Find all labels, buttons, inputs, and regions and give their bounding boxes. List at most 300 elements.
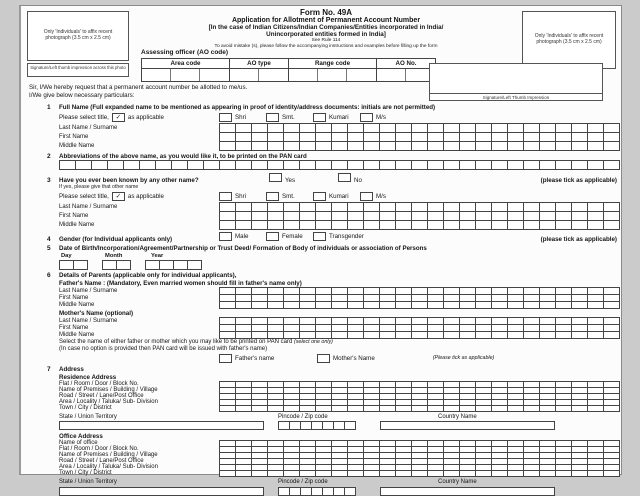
char-cell[interactable] — [59, 260, 74, 270]
char-cell[interactable] — [379, 160, 396, 170]
char-cell[interactable] — [347, 301, 364, 309]
char-cell[interactable] — [427, 141, 444, 151]
char-cell[interactable] — [587, 220, 604, 230]
char-cell[interactable] — [379, 470, 396, 477]
title-option-ms — [360, 113, 407, 122]
see-rule-text: See Rule 114 — [311, 38, 341, 43]
char-cell[interactable] — [459, 160, 476, 170]
char-cell[interactable] — [555, 405, 572, 412]
char-cell[interactable] — [459, 301, 476, 309]
char-cell[interactable] — [427, 331, 444, 339]
char-cell[interactable] — [200, 69, 229, 81]
office-state-inputs — [59, 487, 623, 496]
char-cell[interactable] — [491, 141, 508, 151]
char-cell[interactable] — [395, 405, 412, 412]
char-cell[interactable] — [427, 405, 444, 412]
char-cell[interactable] — [267, 470, 284, 477]
field-label: Flat / Room / Door / Block No. — [59, 446, 139, 453]
char-cell[interactable] — [523, 331, 540, 339]
gender-option-female — [266, 232, 313, 241]
char-cell[interactable] — [603, 141, 620, 151]
checkbox-yes[interactable] — [269, 173, 282, 182]
if-yes-note: If yes, please give that other name — [59, 184, 139, 190]
char-cell[interactable] — [251, 331, 268, 339]
char-cell[interactable] — [379, 220, 396, 230]
char-cell[interactable] — [267, 405, 284, 412]
char-cell[interactable] — [267, 160, 284, 170]
char-cell[interactable] — [59, 160, 76, 170]
checkbox-label: Smt. — [282, 113, 295, 121]
char-cell[interactable] — [347, 470, 364, 477]
char-cell[interactable] — [363, 301, 380, 309]
char-cell[interactable] — [395, 220, 412, 230]
office-country-input-box[interactable] — [380, 487, 555, 496]
title-tick-checkbox[interactable]: ✓ — [112, 192, 125, 201]
char-cell[interactable] — [219, 160, 236, 170]
char-cell[interactable] — [395, 160, 412, 170]
field-middle-name-1 — [59, 141, 623, 151]
form-title: Application for Allotment of Permanent Account Number — [231, 17, 421, 24]
section-number: 5 — [47, 245, 51, 252]
char-cell[interactable] — [411, 141, 428, 151]
select-title-lead — [59, 113, 219, 122]
char-cell[interactable] — [411, 405, 428, 412]
char-cell[interactable] — [523, 160, 540, 170]
signature-box[interactable] — [429, 63, 603, 101]
char-cell[interactable] — [173, 260, 188, 270]
section-number: 3 — [47, 177, 51, 184]
char-cell[interactable] — [443, 405, 460, 412]
checkbox-male[interactable] — [219, 232, 232, 241]
char-cell[interactable] — [123, 160, 140, 170]
office-state-input-box[interactable] — [59, 487, 264, 496]
title-option-smt — [266, 192, 313, 201]
char-cell[interactable] — [475, 220, 492, 230]
char-cell[interactable] — [363, 141, 380, 151]
char-cell[interactable] — [142, 69, 171, 81]
field-middle-name-3 — [59, 220, 623, 230]
section-2-abbreviation — [47, 153, 623, 160]
char-cell[interactable] — [587, 301, 604, 309]
char-cell[interactable] — [155, 160, 172, 170]
char-cell[interactable] — [235, 160, 252, 170]
checkbox-fathers-name[interactable] — [219, 354, 232, 363]
state-label: State / Union Territory — [59, 413, 117, 420]
char-cell[interactable] — [443, 141, 460, 151]
char-cell[interactable] — [187, 160, 204, 170]
char-cell[interactable] — [507, 141, 524, 151]
char-cell[interactable] — [187, 260, 202, 270]
title-tick-checkbox[interactable]: ✓ — [112, 113, 125, 122]
char-cell[interactable] — [587, 405, 604, 412]
char-cell[interactable] — [219, 470, 236, 477]
off-town-grid — [219, 470, 620, 477]
checkbox-no[interactable] — [338, 173, 351, 182]
char-cell[interactable] — [603, 301, 620, 309]
char-cell[interactable] — [251, 470, 268, 477]
section-title: Gender (for Individual applicants only) — [59, 236, 173, 243]
char-cell[interactable] — [267, 331, 284, 339]
char-cell[interactable] — [571, 220, 588, 230]
char-cell[interactable] — [347, 220, 364, 230]
char-cell[interactable] — [411, 301, 428, 309]
char-cell[interactable] — [299, 160, 316, 170]
char-cell[interactable] — [251, 160, 268, 170]
char-cell[interactable] — [347, 69, 376, 81]
char-cell[interactable] — [507, 405, 524, 412]
checkbox-smt[interactable] — [266, 192, 279, 201]
char-cell[interactable] — [363, 470, 380, 477]
char-cell[interactable] — [571, 160, 588, 170]
char-cell[interactable] — [347, 331, 364, 339]
char-cell[interactable] — [395, 331, 412, 339]
char-cell[interactable] — [539, 470, 556, 477]
char-cell[interactable] — [539, 141, 556, 151]
char-cell[interactable] — [107, 160, 124, 170]
intro-text — [29, 84, 247, 99]
char-cell[interactable] — [283, 470, 300, 477]
char-cell[interactable] — [491, 160, 508, 170]
title-option-kumari — [313, 192, 360, 201]
char-cell[interactable] — [219, 301, 236, 309]
char-cell[interactable] — [102, 260, 117, 270]
char-cell[interactable] — [75, 160, 92, 170]
char-cell[interactable] — [379, 405, 396, 412]
char-cell[interactable] — [475, 405, 492, 412]
char-cell[interactable] — [299, 405, 316, 412]
char-cell[interactable] — [331, 470, 348, 477]
checkbox-label: Shri — [235, 192, 247, 200]
char-cell[interactable] — [475, 141, 492, 151]
char-cell[interactable] — [203, 160, 220, 170]
char-cell[interactable] — [315, 470, 332, 477]
res-town-grid — [219, 405, 620, 412]
field-label: Area / Locality / Taluka/ Sub- Division — [59, 464, 158, 471]
checkbox-shri[interactable] — [219, 113, 232, 122]
char-cell[interactable] — [235, 405, 252, 412]
char-cell[interactable] — [475, 470, 492, 477]
field-label: Name of Premises / Building / Village — [59, 386, 158, 393]
char-cell[interactable] — [283, 160, 300, 170]
char-cell[interactable] — [523, 301, 540, 309]
char-cell[interactable] — [523, 405, 540, 412]
char-cell[interactable] — [475, 160, 492, 170]
checkbox-smt[interactable] — [266, 113, 279, 122]
char-cell[interactable] — [171, 160, 188, 170]
char-cell[interactable] — [251, 405, 268, 412]
char-cell[interactable] — [427, 301, 444, 309]
char-cell[interactable] — [459, 331, 476, 339]
char-cell[interactable] — [299, 470, 316, 477]
ao-col-header: AO type — [230, 59, 288, 69]
char-cell[interactable] — [235, 301, 252, 309]
title-option-smt — [266, 113, 313, 122]
as-applicable-label: as applicable — [127, 113, 164, 121]
char-cell[interactable] — [555, 470, 572, 477]
char-cell[interactable] — [491, 301, 508, 309]
char-cell[interactable] — [363, 220, 380, 230]
char-cell[interactable] — [289, 69, 318, 81]
char-cell[interactable] — [587, 141, 604, 151]
char-cell[interactable] — [219, 141, 236, 151]
year-label: Year — [151, 253, 164, 259]
char-cell[interactable] — [159, 260, 174, 270]
char-cell[interactable] — [116, 260, 131, 270]
char-cell[interactable] — [459, 220, 476, 230]
char-cell[interactable] — [315, 220, 332, 230]
res-state-input-box[interactable] — [59, 421, 264, 430]
as-applicable-label: as applicable — [127, 192, 164, 200]
char-cell[interactable] — [411, 220, 428, 230]
title-option-kumari — [313, 113, 360, 122]
char-cell[interactable] — [235, 220, 252, 230]
photo-box-left — [27, 11, 129, 61]
char-cell[interactable] — [347, 405, 364, 412]
section-title: Date of Birth/Incorporation/Agreement/Partnership or Trust Deed/ Formation of Body of individuals or association of Persons — [59, 245, 427, 252]
char-cell[interactable] — [283, 405, 300, 412]
char-cell[interactable] — [507, 331, 524, 339]
char-cell[interactable] — [491, 470, 508, 477]
char-cell[interactable] — [555, 220, 572, 230]
char-cell[interactable] — [283, 141, 300, 151]
field-off-town — [59, 470, 623, 477]
char-cell[interactable] — [507, 470, 524, 477]
char-cell[interactable] — [315, 331, 332, 339]
char-cell[interactable] — [539, 220, 556, 230]
char-cell[interactable] — [571, 405, 588, 412]
char-cell[interactable] — [587, 470, 604, 477]
checkbox-transgender[interactable] — [313, 232, 326, 241]
char-cell[interactable] — [331, 220, 348, 230]
char-cell[interactable] — [299, 331, 316, 339]
char-cell[interactable] — [411, 470, 428, 477]
header-instruction-note: To avoid mistake (s), please follow the accompanying instructions and examples before filling up the form — [214, 43, 438, 49]
char-cell[interactable] — [235, 331, 252, 339]
char-cell[interactable] — [251, 301, 268, 309]
no-label: No — [354, 177, 362, 184]
char-cell[interactable] — [379, 331, 396, 339]
checkbox-label: Kumari — [329, 113, 349, 121]
char-cell[interactable] — [315, 160, 332, 170]
char-cell[interactable] — [395, 141, 412, 151]
char-cell[interactable] — [331, 405, 348, 412]
field-label: Name of office — [59, 440, 98, 447]
field-label: Last Name / Surname — [59, 317, 118, 324]
char-cell[interactable] — [267, 141, 284, 151]
char-cell[interactable] — [344, 421, 356, 430]
char-cell[interactable] — [331, 331, 348, 339]
res-country-input-box[interactable] — [380, 421, 555, 430]
abbreviation-grid — [59, 160, 620, 170]
checkbox-kumari[interactable] — [313, 192, 326, 201]
char-cell[interactable] — [347, 160, 364, 170]
char-cell[interactable] — [344, 487, 356, 496]
select-title-lead — [59, 192, 219, 201]
section-3-other-name — [47, 173, 623, 184]
checkbox-shri[interactable] — [219, 192, 232, 201]
checkbox-mothers-name[interactable] — [317, 354, 330, 363]
char-cell[interactable] — [443, 331, 460, 339]
char-cell[interactable] — [283, 220, 300, 230]
ao-col-no — [377, 59, 435, 81]
tick-as-applicable-note: (please tick as applicable) — [540, 236, 617, 243]
char-cell[interactable] — [523, 141, 540, 151]
char-cell[interactable] — [267, 220, 284, 230]
char-cell[interactable] — [411, 331, 428, 339]
char-cell[interactable] — [219, 405, 236, 412]
char-cell[interactable] — [507, 301, 524, 309]
char-cell[interactable] — [555, 301, 572, 309]
char-cell[interactable] — [443, 220, 460, 230]
char-cell[interactable] — [283, 301, 300, 309]
char-cell[interactable] — [377, 69, 406, 81]
char-cell[interactable] — [571, 141, 588, 151]
char-cell[interactable] — [475, 301, 492, 309]
char-cell[interactable] — [539, 331, 556, 339]
char-cell[interactable] — [91, 160, 108, 170]
checkbox-kumari[interactable] — [313, 113, 326, 122]
field-label: Town / City / District — [59, 470, 112, 477]
char-cell[interactable] — [299, 141, 316, 151]
intro-line-2: I/We give below necessary particulars: — [29, 91, 135, 99]
char-cell[interactable] — [283, 331, 300, 339]
char-cell[interactable] — [603, 160, 620, 170]
field-label: Last Name / Surname — [59, 287, 118, 294]
char-cell[interactable] — [507, 220, 524, 230]
char-cell[interactable] — [427, 470, 444, 477]
char-cell[interactable] — [299, 301, 316, 309]
char-cell[interactable] — [315, 301, 332, 309]
field-label: Road / Street / Lane/Post Office — [59, 458, 144, 465]
form-header — [21, 6, 621, 102]
char-cell[interactable] — [315, 141, 332, 151]
form-subtitle-1: [In the case of Indian Citizens/Indian Companies/Entities incorporated in India/ — [208, 24, 444, 31]
section-title: Abbreviations of the above name, as you would like it, to be printed on the PAN card — [59, 153, 307, 160]
char-cell[interactable] — [427, 160, 444, 170]
char-cell[interactable] — [539, 405, 556, 412]
photo-instruction-right: Only 'Individuals' to affix recent photograph (3.5 cm x 2.5 cm) — [534, 33, 604, 45]
res-pincode-grid — [278, 421, 356, 430]
char-cell[interactable] — [331, 160, 348, 170]
checkbox-female[interactable] — [266, 232, 279, 241]
ao-col-header: Area code — [142, 59, 229, 69]
dob-day-grid — [59, 260, 88, 270]
char-cell[interactable] — [539, 301, 556, 309]
char-cell[interactable] — [555, 331, 572, 339]
char-cell[interactable] — [73, 260, 88, 270]
res-state-inputs — [59, 421, 623, 430]
char-cell[interactable] — [587, 331, 604, 339]
char-cell[interactable] — [259, 69, 288, 81]
signature-caption: Signature/Left Thumb Impression — [430, 93, 602, 100]
char-cell[interactable] — [379, 301, 396, 309]
char-cell[interactable] — [555, 141, 572, 151]
char-cell[interactable] — [443, 160, 460, 170]
ao-range-cells — [289, 69, 376, 81]
day-label: Day — [61, 253, 72, 259]
char-cell[interactable] — [539, 160, 556, 170]
select-title-label: Please select title, — [59, 113, 109, 121]
field-label: First Name — [59, 324, 89, 331]
char-cell[interactable] — [395, 470, 412, 477]
char-cell[interactable] — [571, 331, 588, 339]
char-cell[interactable] — [347, 141, 364, 151]
char-cell[interactable] — [299, 220, 316, 230]
char-cell[interactable] — [318, 69, 347, 81]
char-cell[interactable] — [363, 405, 380, 412]
char-cell[interactable] — [235, 470, 252, 477]
char-cell[interactable] — [363, 160, 380, 170]
char-cell[interactable] — [251, 220, 268, 230]
checkbox-ms[interactable] — [360, 192, 373, 201]
char-cell[interactable] — [443, 470, 460, 477]
char-cell[interactable] — [571, 470, 588, 477]
char-cell[interactable] — [235, 141, 252, 151]
char-cell[interactable] — [139, 160, 156, 170]
char-cell[interactable] — [331, 301, 348, 309]
char-cell[interactable] — [523, 470, 540, 477]
char-cell[interactable] — [315, 405, 332, 412]
char-cell[interactable] — [491, 405, 508, 412]
char-cell[interactable] — [491, 331, 508, 339]
char-cell[interactable] — [219, 331, 236, 339]
form-body — [47, 102, 623, 496]
section-title: Details of Parents (applicable only for individual applicants), — [59, 272, 237, 279]
char-cell[interactable] — [171, 69, 200, 81]
char-cell[interactable] — [491, 220, 508, 230]
char-cell[interactable] — [459, 470, 476, 477]
field-label: First Name — [59, 212, 89, 219]
char-cell[interactable] — [459, 405, 476, 412]
char-cell[interactable] — [587, 160, 604, 170]
char-cell[interactable] — [459, 141, 476, 151]
print-name-note — [59, 339, 623, 346]
char-cell[interactable] — [571, 301, 588, 309]
char-cell[interactable] — [395, 301, 412, 309]
char-cell[interactable] — [267, 301, 284, 309]
char-cell[interactable] — [331, 141, 348, 151]
fathers-name-label: Father's name — [235, 354, 275, 362]
field-label: Area / Locality / Taluka/ Sub- Division — [59, 398, 158, 405]
section-6-parents — [47, 272, 623, 279]
char-cell[interactable] — [219, 220, 236, 230]
field-label: Town / City / District — [59, 404, 112, 411]
ao-col-area — [142, 59, 230, 81]
char-cell[interactable] — [555, 160, 572, 170]
char-cell[interactable] — [145, 260, 160, 270]
char-cell[interactable] — [443, 301, 460, 309]
gender-option-transgender — [313, 232, 364, 241]
checkbox-ms[interactable] — [360, 113, 373, 122]
char-cell[interactable] — [603, 220, 620, 230]
ao-code-title: Assessing officer (AO code) — [141, 49, 229, 56]
char-cell[interactable] — [523, 220, 540, 230]
char-cell[interactable] — [411, 160, 428, 170]
char-cell[interactable] — [427, 220, 444, 230]
form-49a — [19, 5, 622, 486]
form-number: Form No. 49A — [299, 8, 352, 17]
father-middle-name-grid — [219, 301, 620, 309]
char-cell[interactable] — [603, 470, 620, 477]
char-cell[interactable] — [251, 141, 268, 151]
char-cell[interactable] — [363, 331, 380, 339]
char-cell[interactable] — [230, 69, 259, 81]
char-cell[interactable] — [475, 331, 492, 339]
char-cell[interactable] — [507, 160, 524, 170]
char-cell[interactable] — [379, 141, 396, 151]
char-cell[interactable] — [603, 405, 620, 412]
char-cell[interactable] — [603, 331, 620, 339]
